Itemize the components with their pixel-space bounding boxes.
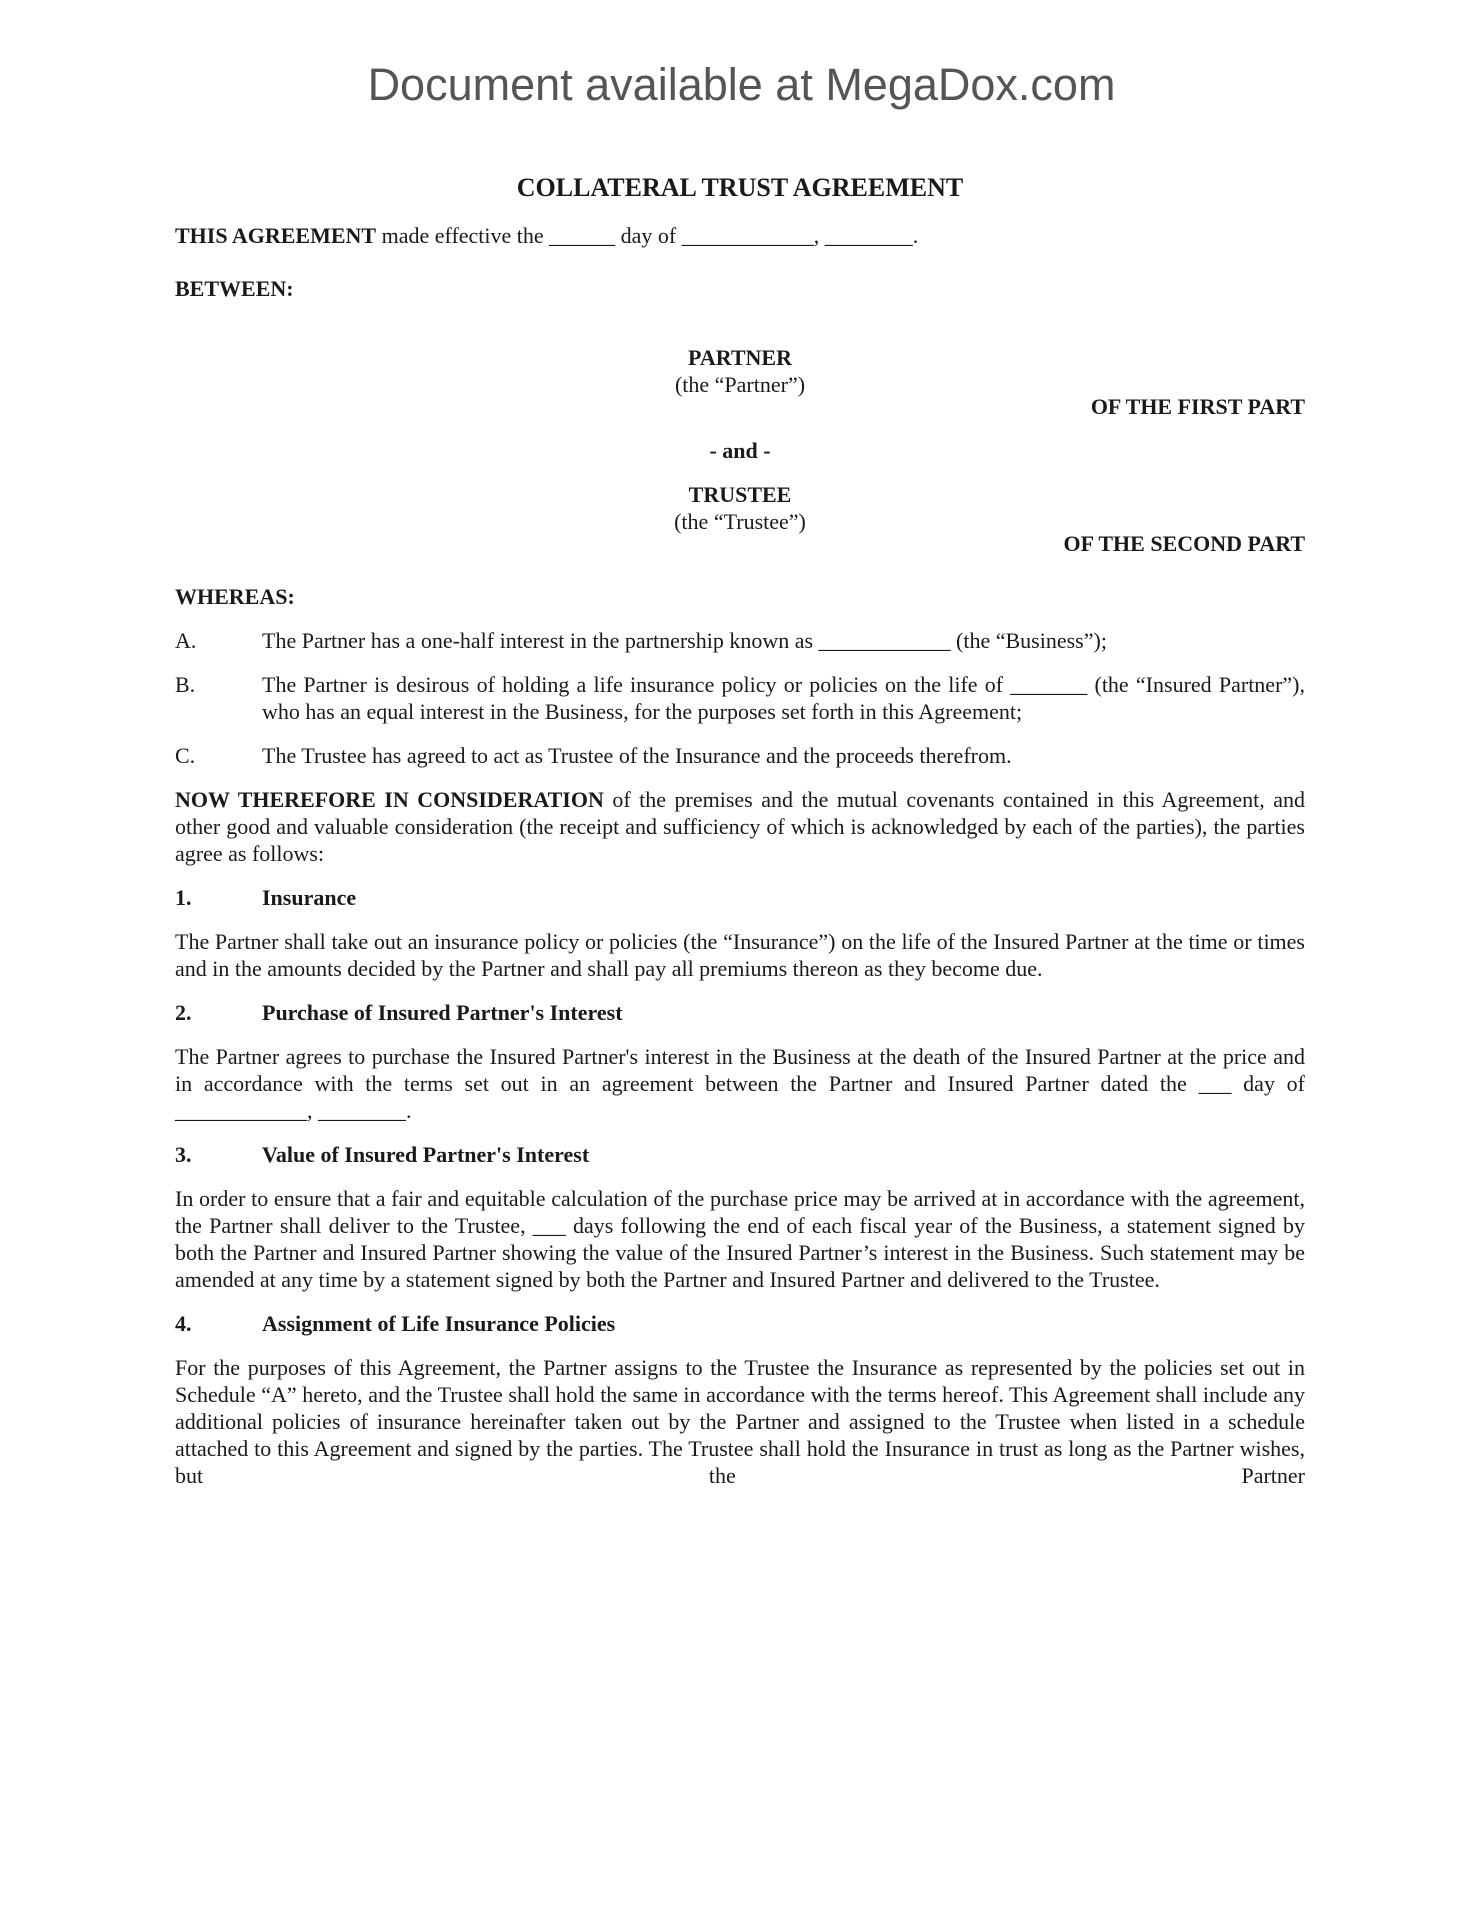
intro-text: made effective the ______ day of ____________, ________. [376,223,919,248]
party2-alias: (the “Trustee”) [674,509,806,534]
section-number: 3. [175,1142,192,1167]
recital-letter: B. [175,672,196,697]
watermark: Document available at MegaDox.com [367,59,1116,110]
party1-name: PARTNER [688,345,792,370]
section-title: Purchase of Insured Partner's Interest [262,1000,623,1025]
section-heading [175,1141,1305,1168]
intro-line [175,222,1305,249]
consideration-text: of the premises and the mutual covenants contained in this Agreement, and other good and valuable consideration (the receipt and sufficiency of which is acknowledged by each of the parties), the parties agree as follows: [175,787,1305,866]
party1-part: OF THE FIRST PART [1090,394,1305,419]
recital-item [175,742,1305,769]
recital-letter: A. [175,628,197,653]
section-body: The Partner agrees to purchase the Insured Partner's interest in the Business at the death of the Insured Partner at the price and in accordance with the terms set out in an agreement between the Partner and Insured Partner dated the ___ day of ____________, ________. [175,1044,1305,1123]
recital-text: The Partner is desirous of holding a life insurance policy or policies on the life of _______ (the “Insured Partner”), who has an equal interest in the Business, for the purposes set forth in this Agreement; [262,672,1305,724]
intro-lead: THIS AGREEMENT [175,223,377,248]
section-title: Insurance [262,885,357,910]
whereas-label: WHEREAS: [175,584,295,609]
recital-item [175,627,1305,654]
document-page [175,172,1305,1489]
recital-text: The Trustee has agreed to act as Trustee of the Insurance and the proceeds therefrom. [262,743,1012,768]
section-number: 2. [175,1000,192,1025]
recital-text: The Partner has a one-half interest in the partnership known as ____________ (the “Business”); [262,628,1107,653]
section-number: 1. [175,885,192,910]
section-heading [175,999,1305,1026]
section-title: Value of Insured Partner's Interest [262,1142,590,1167]
and-label: - and - [709,438,771,463]
section-heading [175,884,1305,911]
party2-name: TRUSTEE [688,482,792,507]
section-body: For the purposes of this Agreement, the Partner assigns to the Trustee the Insurance as represented by the policies set out in Schedule “A” hereto, and the Trustee shall hold the same in accordance with the terms hereof. This Agreement shall include any additional policies of insurance hereinafter taken out by the Partner and assigned to the Trustee when listed in a schedule attached to this Agreement and signed by the parties. The Trustee shall hold the Insurance in trust as long as the Partner wishes, but the Partner [175,1355,1305,1488]
section-body: In order to ensure that a fair and equitable calculation of the purchase price may be arrived at in accordance with the agreement, the Partner shall deliver to the Trustee, ___ days following the end of each fiscal year of the Business, a statement signed by both the Partner and Insured Partner showing the value of the Insured Partner’s interest in the Business. Such statement may be amended at any time by a statement signed by both the Partner and Insured Partner and delivered to the Trustee. [175,1186,1305,1292]
recital-item [175,671,1305,725]
consideration-paragraph [175,786,1305,867]
section-title: Assignment of Life Insurance Policies [262,1311,616,1336]
recital-letter: C. [175,743,196,768]
party1-alias: (the “Partner”) [674,372,806,397]
consideration-lead: NOW THEREFORE IN CONSIDERATION [175,787,604,812]
party2-part: OF THE SECOND PART [1063,531,1305,556]
section-heading [175,1310,1305,1337]
section-body: The Partner shall take out an insurance policy or policies (the “Insurance”) on the life of the Insured Partner at the time or times and in the amounts decided by the Partner and shall pay all premiums thereon as they become due. [175,929,1305,981]
between-label: BETWEEN: [175,276,294,301]
document-title: COLLATERAL TRUST AGREEMENT [516,173,964,202]
section-number: 4. [175,1311,192,1336]
